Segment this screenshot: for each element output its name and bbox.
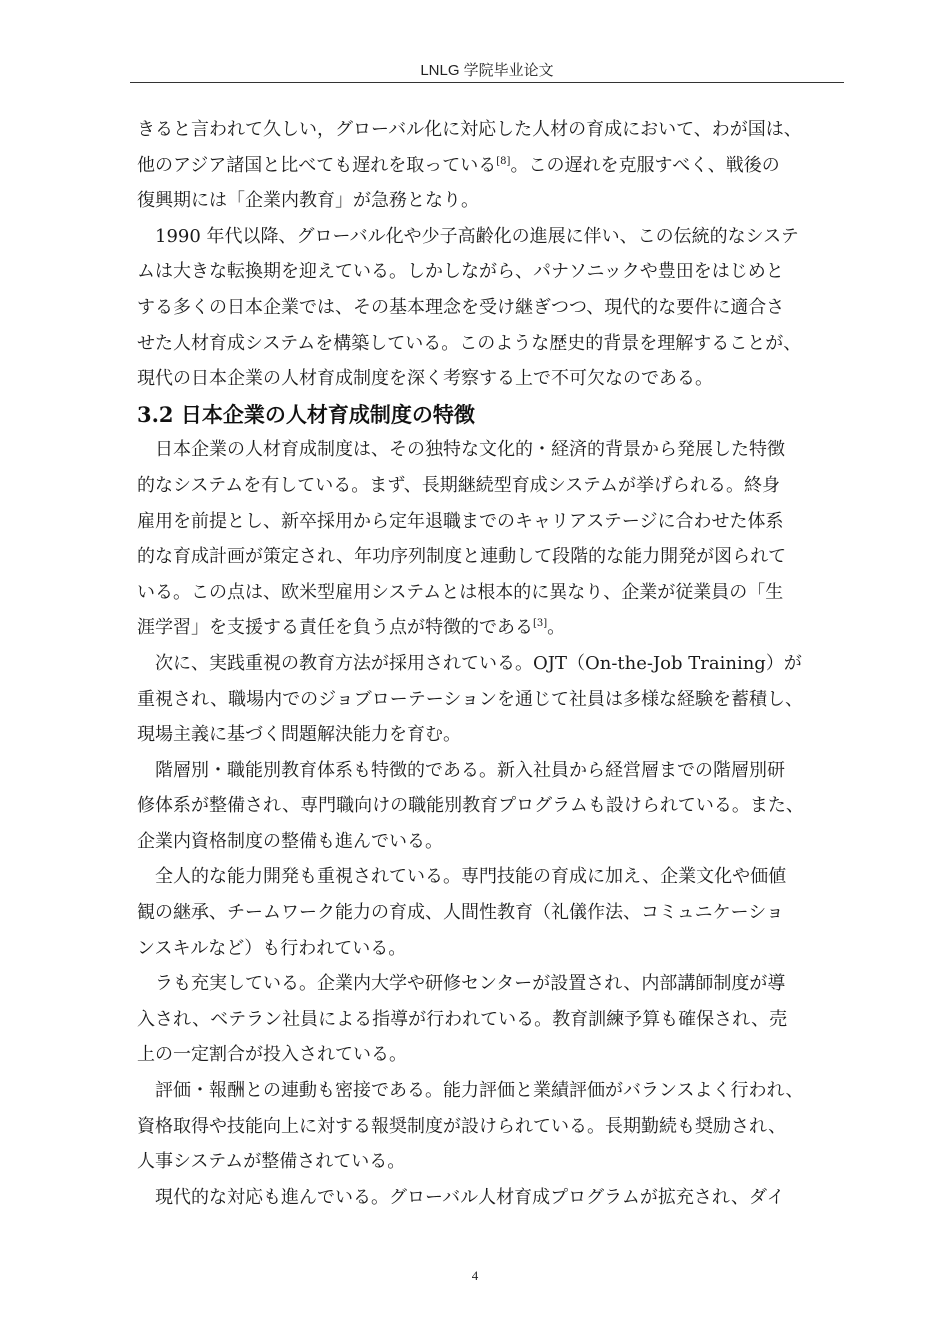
text-line	[137, 646, 845, 682]
citation-reference: [8]	[496, 155, 511, 167]
text-line	[137, 824, 845, 860]
text-line	[137, 859, 845, 895]
text-run: 観の継承、チームワーク能力の育成、人間性教育（礼儀作法、コミュニケーショ	[137, 902, 784, 924]
text-line	[137, 254, 845, 290]
text-line	[137, 895, 845, 931]
text-run: ンスキルなど）も行われている。	[137, 937, 407, 959]
body-text	[137, 112, 845, 1215]
text-run: 人事システムが整備されている。	[137, 1151, 406, 1173]
text-line	[137, 575, 845, 611]
text-run: 入され、ベテラン社員による指導が行われている。教育訓練予算も確保され、売	[137, 1008, 788, 1030]
citation-reference: [3]	[533, 618, 548, 630]
section-heading: 3.2 日本企業の人材育成制度の特徴	[137, 401, 475, 427]
text-run: 日本企業の人材育成制度は、その独特な文化的・経済的背景から発展した特徴	[155, 439, 785, 461]
paragraph	[137, 646, 845, 753]
text-run: ラも充実している。企業内大学や研修センターが設置され、内部講師制度が導	[155, 973, 786, 995]
text-line	[137, 326, 845, 362]
text-line	[137, 432, 845, 468]
text-run: 企業内資格制度の整備も進んでいる。	[137, 830, 443, 852]
text-line	[137, 468, 845, 504]
text-run: 修体系が整備され、専門職向けの職能別教育プログラムも設けられている。また、	[137, 795, 804, 817]
paragraph	[137, 966, 845, 1073]
paragraph	[137, 1180, 845, 1216]
text-line	[137, 753, 845, 789]
text-line	[137, 1109, 845, 1145]
text-run: 階層別・職能別教育体系も特徴的である。新入社員から経営層までの階層別研	[155, 759, 785, 781]
text-line	[137, 1037, 845, 1073]
text-run: 重視され、職場内でのジョブローテーションを通じて社員は多様な経験を蓄積し、	[137, 688, 803, 710]
text-run: 全人的な能力開発も重視されている。専門技能の育成に加え、企業文化や価値	[155, 866, 787, 888]
text-line	[137, 539, 845, 575]
text-run: 復興期には「企業内教育」が急務となり。	[137, 190, 479, 212]
text-run: 現場主義に基づく問題解決能力を育む。	[137, 724, 461, 746]
text-run: 評価・報酬との連動も密接である。能力評価と業績評価がバランスよく行われ、	[155, 1080, 804, 1102]
paragraph	[137, 1073, 845, 1180]
paragraphs-bottom	[137, 432, 845, 1215]
header-title: LNLG 学院毕业论文	[420, 62, 554, 79]
text-line	[137, 112, 845, 148]
text-run: 次に、実践重視の教育方法が採用されている。OJT（On-the-Job Training）が	[155, 652, 802, 674]
text-line	[137, 1144, 845, 1180]
text-line	[137, 610, 845, 646]
text-run: 上の一定割合が投入されている。	[137, 1044, 407, 1066]
page-number: 4	[471, 1268, 479, 1283]
text-run: 的なシステムを有している。まず、長期継続型育成システムが挙げられる。終身	[137, 474, 780, 496]
text-run: せた人材育成システムを構築している。このような歴史的背景を理解することが、	[137, 332, 802, 354]
text-run: 現代の日本企業の人材育成制度を深く考察する上で不可欠なのである。	[137, 368, 713, 390]
text-run: 1990 年代以降、グローバル化や少子高齢化の進展に伴い、この伝統的なシステ	[155, 225, 799, 247]
paragraphs-top	[137, 112, 845, 397]
text-line	[137, 1073, 845, 1109]
text-run: 涯学習」を支援する責任を負う点が特徴的である	[137, 617, 533, 639]
paragraph	[137, 432, 845, 646]
text-line	[137, 219, 845, 255]
paragraph	[137, 753, 845, 860]
text-run: きると言われて久しい，グローバル化に対応した人材の育成において、わが国は、	[137, 119, 802, 140]
text-line	[137, 682, 845, 718]
text-line	[137, 717, 845, 753]
paragraph	[137, 112, 845, 219]
text-line	[137, 966, 845, 1002]
text-run: 他のアジア諸国と比べても遅れを取っている	[137, 154, 497, 176]
text-run: 。	[547, 617, 566, 639]
text-line	[137, 788, 845, 824]
text-line	[137, 183, 845, 219]
text-line	[137, 504, 845, 540]
text-run: 。この遅れを克服すべく、戦後の	[510, 154, 780, 176]
text-run: 的な育成計画が策定され、年功序列制度と連動して段階的な能力開発が図られて	[137, 546, 787, 568]
text-line	[137, 361, 845, 397]
text-line	[137, 290, 845, 326]
text-run: する多くの日本企業では、その基本理念を受け継ぎつつ、現代的な要件に適合さ	[137, 296, 785, 318]
text-line	[137, 1180, 845, 1216]
text-line	[137, 1002, 845, 1038]
paragraph	[137, 859, 845, 966]
text-run: いる。この点は、欧米型雇用システムとは根本的に異なり、企業が従業員の「生	[137, 581, 784, 603]
text-line	[137, 148, 845, 184]
text-run: 資格取得や技能向上に対する報奨制度が設けられている。長期勤続も奨励され、	[137, 1115, 787, 1137]
text-run: 現代的な対応も進んでいる。グローバル人材育成プログラムが拡充され、ダイ	[155, 1186, 785, 1208]
text-line	[137, 931, 845, 967]
page-header	[130, 60, 844, 83]
text-run: ムは大きな転換期を迎えている。しかしながら、パナソニックや豊田をはじめと	[137, 261, 784, 283]
text-run: 雇用を前提とし、新卒採用から定年退職までのキャリアステージに合わせた体系	[137, 510, 784, 532]
paragraph	[137, 219, 845, 397]
